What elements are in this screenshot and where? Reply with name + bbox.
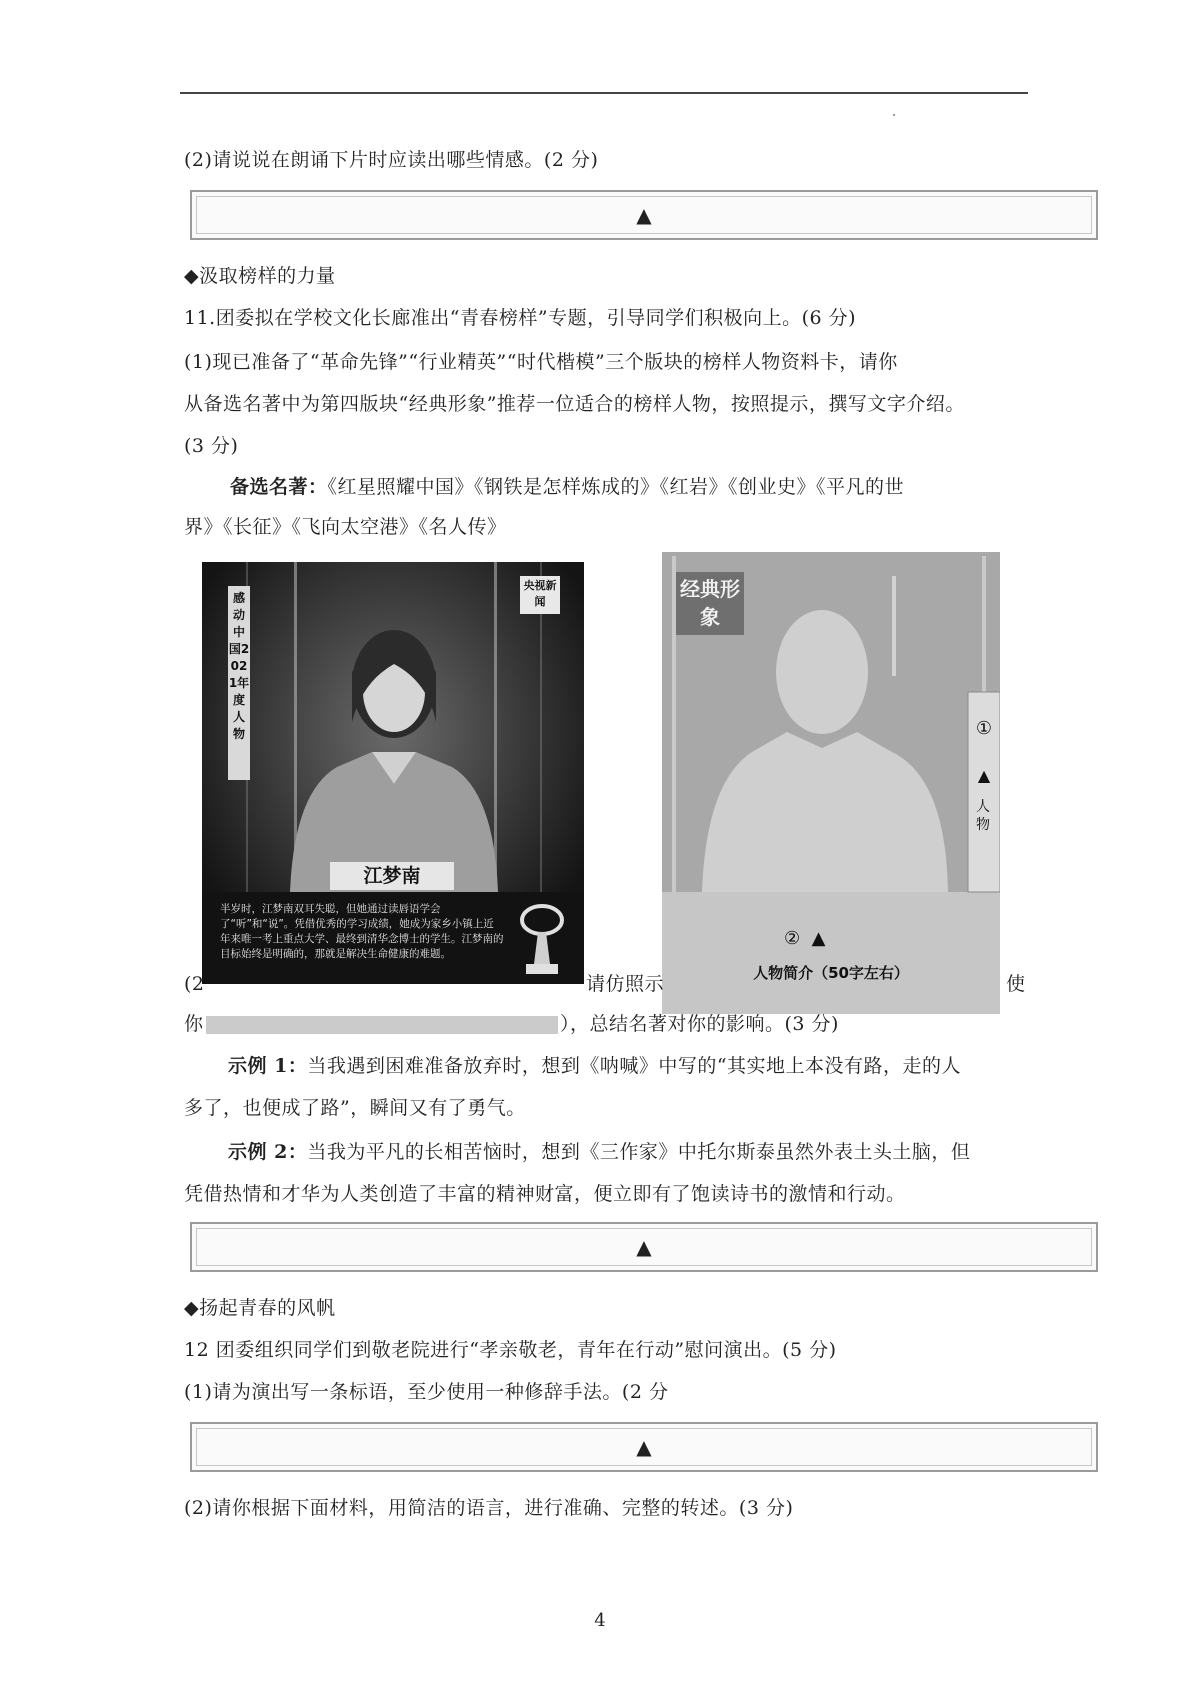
answer-box-1[interactable] (190, 190, 1098, 240)
side-label-person: 人物 (976, 799, 990, 833)
cctv-news-badge: 央视新闻 (520, 576, 560, 614)
q11-stem: 11.团委拟在学校文化长廊准出“青春榜样”专题，引导同学们积极向上。(6 分) (184, 307, 857, 329)
header-rule (180, 92, 1028, 94)
page-number: 4 (594, 1610, 606, 1631)
answer-box-2[interactable] (190, 1222, 1098, 1272)
q11-part2-start: (2 (184, 973, 205, 995)
q12-part2: (2)请你根据下面材料，用简洁的语言，进行准确、完整的转述。(3 分) (184, 1497, 794, 1519)
card1-caption: 半岁时，江梦南双耳失聪，但她通过读唇语学会了“听”和“说”。凭借优秀的学习成绩，她成为家乡小镇上近年来唯一考上重点大学、最终到清华念博士的学生。江梦南的目标始终是明确的，那就是解决生命健康的难题。 (220, 903, 504, 960)
books-label: 备选名著： (230, 476, 328, 498)
example2-line2: 凭借热情和才华为人类创造了丰富的精神财富，便立即有了饱读诗书的激情和行动。 (184, 1183, 906, 1205)
sample-role-model-card (202, 562, 584, 984)
bottom-marker-row (784, 928, 825, 949)
section-heading-role-models: ◆汲取榜样的力量 (184, 265, 336, 287)
q12-stem: 12 团委组织同学们到敬老院进行“孝亲敬老，青年在行动”慰问演出。(5 分) (184, 1339, 837, 1361)
award-vertical-title: 感动中国2021年度人物 (228, 586, 250, 780)
example1-text1: 当我遇到困难准备放弃时，想到《呐喊》中写的“其实地上本没有路，走的人 (307, 1055, 962, 1077)
q11-part2-end: 使 (1006, 973, 1026, 995)
classic-figure-corner-label: 经典形象 (676, 572, 744, 635)
bottom-marker-2: ② (784, 928, 801, 949)
example1-line2: 多了，也便成了路”，瞬间又有了勇气。 (184, 1097, 526, 1119)
books-list-part1: 《红星照耀中国》《钢铁是怎样炼成的》《红岩》《创业史》《平凡的世 (327, 476, 905, 498)
scan-speck (893, 114, 895, 116)
example2-line1 (228, 1138, 970, 1166)
q11-part2-line2-start: 你 (184, 1013, 204, 1035)
q11-part1-line2: 从备选名著中为第四版块“经典形象”推荐一位适合的榜样人物，按照提示，撰写文字介绍。 (184, 393, 965, 415)
example2-label: 示例 2： (228, 1141, 308, 1163)
books-line1 (230, 473, 904, 501)
q11-part1-line1: (1)现已准备了“革命先锋”“行业精英”“时代楷模”三个版块的榜样人物资料卡，请你 (184, 351, 898, 373)
side-marker-1: ① (975, 718, 993, 739)
bottom-answer-marker-icon[interactable]: ▲ (811, 928, 826, 949)
example2-text1: 当我为平凡的长相苦恼时，想到《三作家》中托尔斯泰虽然外表土头土脑，但 (307, 1141, 971, 1163)
answer-marker-icon: ▲ (636, 1435, 652, 1459)
occluded-text-smudge (206, 1016, 558, 1034)
q10-part2: (2)请说说在朗诵下片时应读出哪些情感。(2 分) (184, 149, 599, 171)
answer-marker-icon: ▲ (636, 203, 652, 227)
q12-part1: (1)请为演出写一条标语，至少使用一种修辞手法。(2 分 (184, 1381, 669, 1403)
books-line2: 界》《长征》《飞向太空港》《名人传》 (184, 516, 507, 538)
classic-figure-template-card (662, 552, 1000, 1014)
section-heading-youth-sails: ◆扬起青春的风帆 (184, 1297, 336, 1319)
person-intro-label: 人物简介（50字左右） (753, 964, 909, 982)
trophy-icon (514, 900, 570, 978)
example1-line1 (228, 1052, 961, 1080)
side-answer-marker-icon[interactable]: ▲ (977, 766, 991, 785)
q11-part2-mid: 请仿照示 (586, 973, 665, 995)
card1-person-name: 江梦南 (330, 862, 454, 890)
q11-part1-line3: (3 分) (184, 435, 239, 457)
answer-marker-icon: ▲ (636, 1235, 652, 1259)
answer-box-3[interactable] (190, 1422, 1098, 1472)
q11-part2-line2-end: ），总结名著对你的影响。(3 分) (560, 1013, 839, 1035)
example1-label: 示例 1： (228, 1055, 308, 1077)
